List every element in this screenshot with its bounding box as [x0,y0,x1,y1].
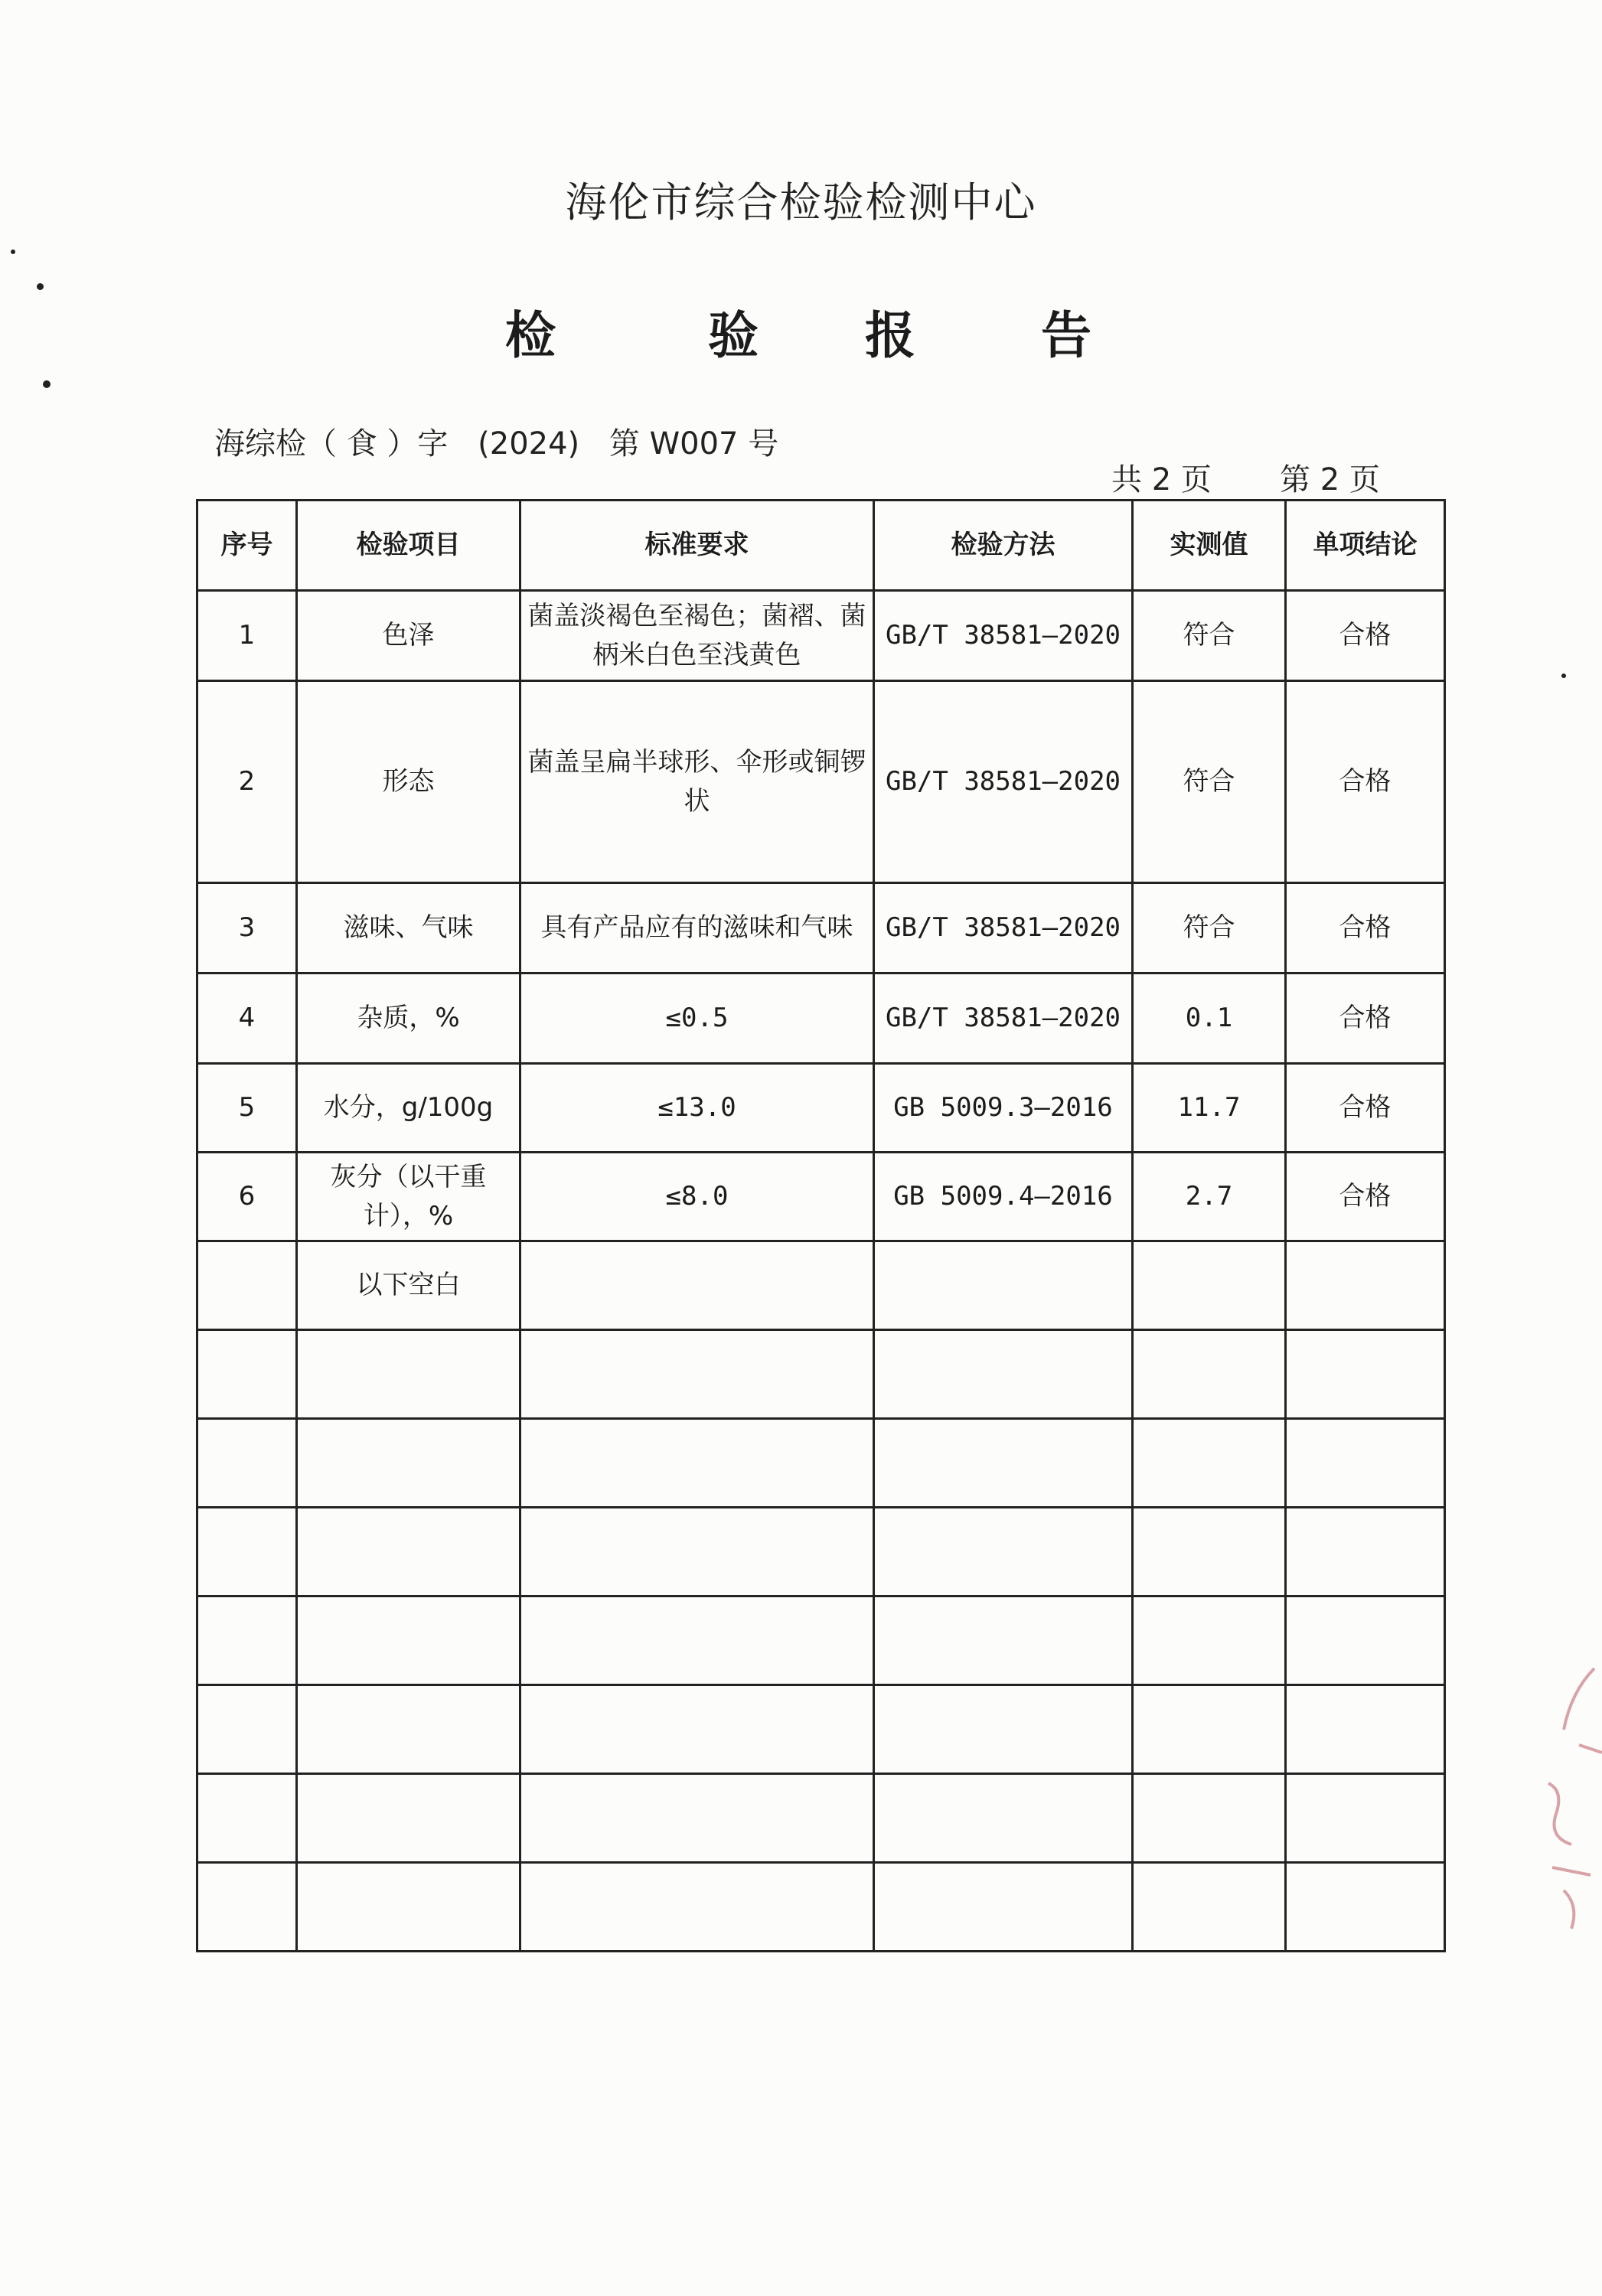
current-page: 第 2 页 [1280,462,1380,497]
cell-item: 滋味、气味 [297,883,520,974]
title-char: 检 [505,306,556,365]
title-char: 报 [865,306,915,365]
cell-method: GB 5009.4—2016 [874,1153,1133,1241]
cell-requirement: ≤0.5 [520,974,874,1064]
blank-marker: 以下空白 [297,1241,520,1330]
cell-value: 符合 [1133,591,1286,681]
cell-requirement: ≤8.0 [520,1153,874,1241]
cell-method: GB/T 38581—2020 [874,681,1133,883]
cell-requirement: 菌盖淡褐色至褐色；菌褶、菌柄米白色至浅黄色 [520,591,874,681]
cell-value [1133,1241,1286,1330]
cell-no: 6 [197,1153,297,1241]
document-number-prefix: 海综检（ 食 ）字 [214,426,449,461]
cell-conclusion: 合格 [1286,974,1445,1064]
title-char: 告 [1041,306,1091,365]
table-row [197,591,1445,681]
cell-no: 1 [197,591,297,681]
column-header-value: 实测值 [1133,501,1286,591]
column-header-method: 检验方法 [874,501,1133,591]
empty-row [197,1863,1445,1952]
cell-item: 色泽 [297,591,520,681]
cell-value: 符合 [1133,883,1286,974]
table-row [197,1241,1445,1330]
empty-row [197,1685,1445,1774]
table-header-row [197,501,1445,591]
cell-conclusion [1286,1241,1445,1330]
table-row [197,974,1445,1064]
document-number-year: (2024) [478,426,580,461]
column-header-no: 序号 [197,501,297,591]
seal-trace [1518,1661,1602,1952]
cell-conclusion: 合格 [1286,681,1445,883]
cell-no [197,1241,297,1330]
column-header-requirement: 标准要求 [520,501,874,591]
scan-speck [1561,673,1566,678]
cell-value: 11.7 [1133,1064,1286,1153]
scan-speck [37,283,44,290]
empty-row [197,1596,1445,1685]
table-row [197,1153,1445,1241]
table-row [197,681,1445,883]
empty-row [197,1330,1445,1419]
cell-method: GB 5009.3—2016 [874,1064,1133,1153]
cell-requirement: 菌盖呈扁半球形、伞形或铜锣状 [520,681,874,883]
cell-requirement: 具有产品应有的滋味和气味 [520,883,874,974]
cell-no: 4 [197,974,297,1064]
cell-method: GB/T 38581—2020 [874,974,1133,1064]
document-number-serial: 第 W007 号 [608,426,779,461]
cell-value: 2.7 [1133,1153,1286,1241]
total-pages: 共 2 页 [1111,462,1212,497]
scan-speck [11,249,15,254]
cell-item: 形态 [297,681,520,883]
cell-no: 2 [197,681,297,883]
empty-row [197,1508,1445,1596]
empty-row [197,1774,1445,1863]
scan-speck [43,380,51,388]
title-char: 验 [708,306,759,365]
organization-name: 海伦市综合检验检测中心 [565,178,1037,227]
cell-value: 符合 [1133,681,1286,883]
cell-conclusion: 合格 [1286,883,1445,974]
empty-row [197,1419,1445,1508]
cell-no: 3 [197,883,297,974]
cell-item: 杂质，% [297,974,520,1064]
cell-method: GB/T 38581—2020 [874,883,1133,974]
column-header-conclusion: 单项结论 [1286,501,1445,591]
table-row [197,883,1445,974]
cell-item: 水分，g/100g [297,1064,520,1153]
cell-conclusion: 合格 [1286,1064,1445,1153]
cell-value: 0.1 [1133,974,1286,1064]
column-header-item: 检验项目 [297,501,520,591]
table-row [197,1064,1445,1153]
document-number [214,419,798,463]
cell-method: GB/T 38581—2020 [874,591,1133,681]
cell-requirement [520,1241,874,1330]
cell-method [874,1241,1133,1330]
cell-conclusion: 合格 [1286,591,1445,681]
cell-no: 5 [197,1064,297,1153]
inspection-table [196,499,1446,1952]
cell-conclusion: 合格 [1286,1153,1445,1241]
report-title [0,295,1602,365]
cell-item: 灰分（以干重计），% [297,1153,520,1241]
cell-requirement: ≤13.0 [520,1064,874,1153]
